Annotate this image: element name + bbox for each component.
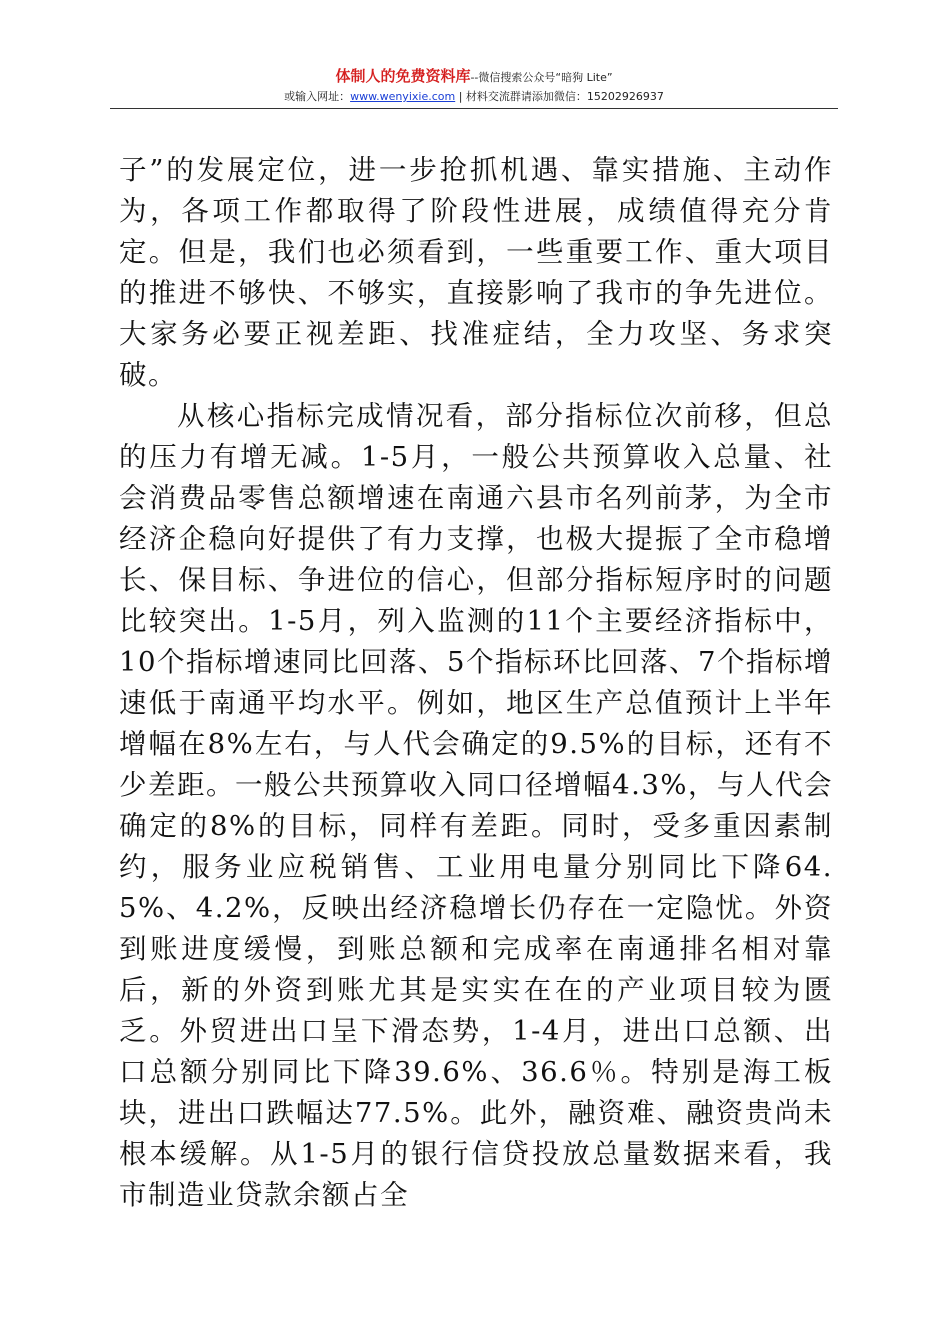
header-title: 体制人的免费资料库 [335, 67, 471, 85]
website-link[interactable]: www.wenyixie.com [350, 90, 456, 103]
page-header [110, 66, 838, 105]
header-url-prefix: 或输入网址： [284, 90, 351, 103]
header-divider [110, 108, 838, 109]
header-subtitle: --微信搜索公众号“暗狗 Lite” [470, 71, 613, 84]
paragraph-continued: 子”的发展定位，进一步抢抓机遇、靠实措施、主动作为，各项工作都取得了阶段性进展，成绩值得充分肯定。但是，我们也必须看到，一些重要工作、重大项目的推进不够快、不够实，直接影响了我市的争先进位。大家务必要正视差距、找准症结，全力攻坚、务求突破。 [119, 154, 833, 391]
header-line-2 [110, 89, 838, 105]
header-contact: | 材料交流群请添加微信：15202926937 [455, 90, 664, 103]
document-body [119, 150, 833, 1216]
header-line-1 [110, 66, 838, 88]
paragraph-core-indicators: 从核心指标完成情况看，部分指标位次前移，但总的压力有增无减。1-5月，一般公共预算收入总量、社会消费品零售总额增速在南通六县市名列前茅，为全市经济企稳向好提供了有力支撑，也极大提振了全市稳增长、保目标、争进位的信心，但部分指标短序时的问题比较突出。1-5月，列入监测的11个主要经济指标中，10个指标增速同比回落、5个指标环比回落、7个指标增速低于南通平均水平。例如，地区生产总值预计上半年增幅在8%左右，与人代会确定的9.5%的目标，还有不少差距。一般公共预算收入同口径增幅4.3%，与人代会确定的8%的目标，同样有差距。同时，受多重因素制约，服务业应税销售、工业用电量分别同比下降64.5%、4.2%，反映出经济稳增长仍存在一定隐忧。外资到账进度缓慢，到账总额和完成率在南通排名相对靠后，新的外资到账尤其是实实在在的产业项目较为匮乏。外贸进出口呈下滑态势，1-4月，进出口总额、出口总额分别同比下降39.6%、36.6％。特别是海工板块，进出口跌幅达77.5%。此外，融资难、融资贵尚未根本缓解。从1-5月的银行信贷投放总量数据来看，我市制造业贷款余额占全 [119, 400, 833, 1211]
